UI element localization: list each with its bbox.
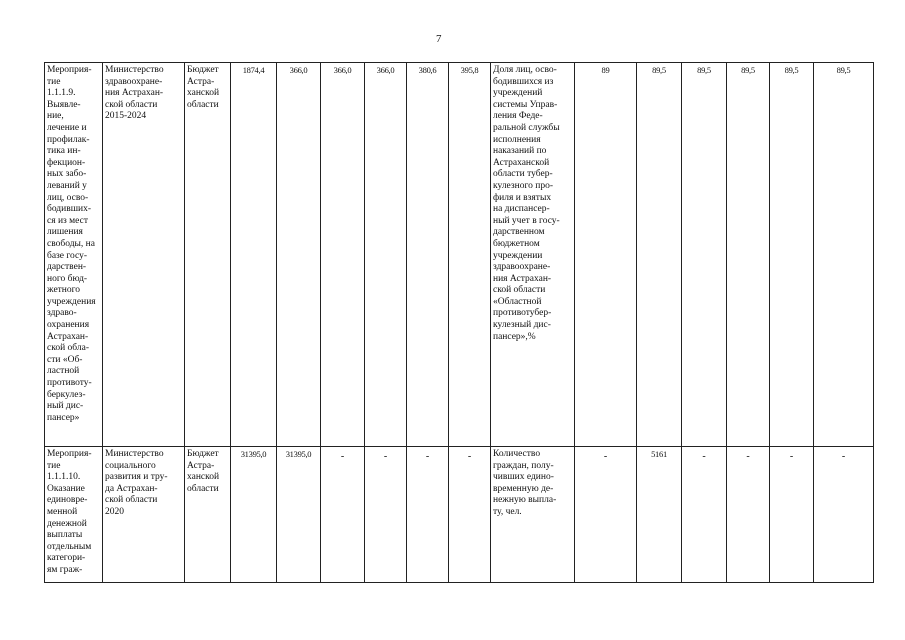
indicator-cell: Количество граждан, полу- чивших едино- временную де- нежную выпла- ту, чел.	[491, 447, 575, 583]
amount-cell: 31395,0	[231, 447, 277, 583]
funding-source-cell: Бюджет Астра- ханской области	[185, 447, 231, 583]
indicator-value-cell: 89,5	[814, 63, 874, 447]
table-row	[45, 63, 874, 447]
page-number: 7	[436, 33, 442, 45]
funding-source-cell: Бюджет Астра- ханской области	[185, 63, 231, 447]
amount-cell: -	[407, 447, 449, 583]
amount-cell: -	[321, 447, 365, 583]
table-row	[45, 447, 874, 583]
indicator-value-cell: 5161	[637, 447, 682, 583]
amount-cell: -	[449, 447, 491, 583]
indicator-value-cell: -	[727, 447, 770, 583]
indicator-cell: Доля лиц, осво- бодившихся из учреждений системы Управ- ления Федe- ральной службы исполнения наказаний по Астраханской области тубер- кулезного про- филя и взятых на диспансер- ный учет в госу- дарственном бюджетном учреждении здравоохране- ния Астрахан- ской области «Областной противотубер- кулезный дис- пансер»,%	[491, 63, 575, 447]
measure-cell: Мероприя- тие 1.1.1.10. Оказание единовре- менной денежной выплаты отдельным категори- ям граж-	[45, 447, 103, 583]
indicator-value-cell: 89,5	[682, 63, 727, 447]
indicator-value-cell: -	[814, 447, 874, 583]
amount-cell: 366,0	[365, 63, 407, 447]
amount-cell: 366,0	[277, 63, 321, 447]
indicator-value-cell: -	[575, 447, 637, 583]
amount-cell: 395,8	[449, 63, 491, 447]
indicator-value-cell: 89	[575, 63, 637, 447]
indicator-value-cell: -	[770, 447, 814, 583]
amount-cell: 31395,0	[277, 447, 321, 583]
program-measures-table	[44, 62, 874, 583]
executor-cell: Министерство социального развития и тру- да Астрахан- ской области 2020	[103, 447, 185, 583]
indicator-value-cell: 89,5	[770, 63, 814, 447]
amount-cell: 1874,4	[231, 63, 277, 447]
amount-cell: -	[365, 447, 407, 583]
measure-cell: Мероприя- тие 1.1.1.9. Выявле- ние, лечение и профилак- тика ин- фекцион- ных забо- леваний у лиц, осво- бодивших- ся из мест лишения свободы, на базе госу- дарствен- ного бюд- жетного учреждения здраво- охранения Астрахан- ской обла- сти «Об- ластной противоту- беркулез- ный дис- пансер»	[45, 63, 103, 447]
indicator-value-cell: 89,5	[727, 63, 770, 447]
executor-cell: Министерство здравоохране- ния Астрахан- ской области 2015-2024	[103, 63, 185, 447]
indicator-value-cell: 89,5	[637, 63, 682, 447]
amount-cell: 366,0	[321, 63, 365, 447]
amount-cell: 380,6	[407, 63, 449, 447]
indicator-value-cell: -	[682, 447, 727, 583]
